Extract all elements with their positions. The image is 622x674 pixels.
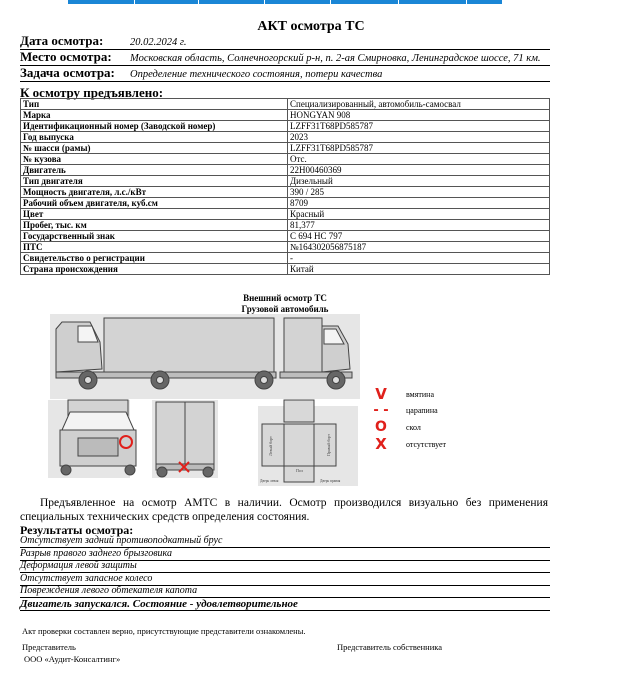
top-tab-bar	[68, 0, 502, 4]
vehicle-field-value: Красный	[288, 209, 550, 220]
vehicle-field-label: Идентификационный номер (Заводской номер)	[21, 121, 288, 132]
vehicle-field-value: Специализированный, автомобиль-самосвал	[288, 99, 550, 110]
vehicle-field-value: 390 / 285	[288, 187, 550, 198]
cargo-body-unfolded	[258, 400, 358, 486]
scratch-icon: - -	[373, 403, 389, 418]
inspection-place-row	[20, 50, 550, 66]
vehicle-field-value: Дизельный	[288, 176, 550, 187]
result-line: Разрыв правого заднего брызговика	[20, 548, 550, 561]
vehicle-table-row	[21, 242, 550, 253]
vehicle-field-value: LZFF31T68PD585787	[288, 121, 550, 132]
statement-text: Акт проверки составлен верно, присутствующие представители ознакомлены.	[22, 626, 306, 636]
vehicle-field-label: Тип	[21, 99, 288, 110]
vehicle-field-label: Рабочий объем двигателя, куб.см	[21, 198, 288, 209]
vehicle-table-row	[21, 132, 550, 143]
vehicle-field-value: LZFF31T68PD585787	[288, 143, 550, 154]
vehicle-field-value: Отс.	[288, 154, 550, 165]
inspection-subheading: Грузовой автомобиль	[241, 304, 329, 314]
result-line: Отсутствует задний противоподкатный брус	[20, 535, 550, 548]
floor-label: Пол	[296, 468, 303, 473]
results-heading: Результаты осмотра:	[20, 523, 134, 537]
right-door-label: Дверь правая	[320, 479, 341, 483]
missing-icon: X	[375, 435, 387, 453]
vehicle-field-value: 22H00460369	[288, 165, 550, 176]
vehicle-table-row	[21, 220, 550, 231]
vehicle-field-value: 2023	[288, 132, 550, 143]
vehicle-table-row	[21, 154, 550, 165]
vehicle-field-label: Тип двигателя	[21, 176, 288, 187]
vehicle-table-row	[21, 209, 550, 220]
presented-heading: К осмотру предъявлено:	[20, 85, 164, 100]
date-label: Дата осмотра:	[20, 33, 104, 48]
truck-side-view	[50, 314, 360, 399]
vehicle-field-value: Китай	[288, 264, 550, 275]
vehicle-field-label: № шасси (рамы)	[21, 143, 288, 154]
inspection-date-row	[20, 34, 550, 50]
vehicle-field-label: Цвет	[21, 209, 288, 220]
right-side-label: Правый борт	[326, 433, 331, 456]
legend-missing-label: отсутствует	[406, 440, 447, 449]
inspection-paragraph: Предъявленное на осмотр АМТС в наличии. Осмотр производился визуально без применения специальных технических средств определения состояния.	[20, 497, 548, 523]
vehicle-table-row	[21, 187, 550, 198]
legend-chip-label: скол	[406, 423, 421, 432]
inspection-title	[0, 293, 570, 315]
truck-rear-view	[152, 400, 218, 478]
place-value: Московская область, Солнечногорский р-н, п. 2-ая Смирновка, Ленинградское шоссе, 71 км.	[130, 53, 541, 64]
vehicle-field-value: №164302056875187	[288, 242, 550, 253]
vehicle-field-label: Мощность двигателя, л.с./кВт	[21, 187, 288, 198]
result-line: Повреждения левого обтекателя капота	[20, 585, 550, 598]
vehicle-field-label: Год выпуска	[21, 132, 288, 143]
legend-dent-label: вмятина	[406, 390, 434, 399]
vehicle-field-label: Государственный знак	[21, 231, 288, 242]
dent-icon: V	[375, 385, 387, 403]
vehicle-table-row	[21, 198, 550, 209]
task-label: Задача осмотра:	[20, 65, 115, 80]
vehicle-field-value: -	[288, 253, 550, 264]
representative-left: Представитель	[22, 642, 76, 652]
representative-right: Представитель собственника	[337, 642, 443, 652]
vehicle-field-label: Двигатель	[21, 165, 288, 176]
result-line: Отсутствует запасное колесо	[20, 573, 550, 586]
vehicle-table-row	[21, 110, 550, 121]
vehicle-field-label: Пробег, тыс. км	[21, 220, 288, 231]
vehicle-table-row	[21, 99, 550, 110]
left-side-label: Левый борт	[268, 436, 273, 456]
vehicle-field-label: Свидетельство о регистрации	[21, 253, 288, 264]
date-value: 20.02.2024 г.	[130, 37, 187, 48]
inspection-task-row	[20, 66, 550, 82]
vehicle-field-label: ПТС	[21, 242, 288, 253]
vehicle-table-row	[21, 264, 550, 275]
vehicle-table	[20, 98, 550, 275]
vehicle-table-row	[21, 143, 550, 154]
result-line: Двигатель запускался. Состояние - удовлетворительное	[20, 598, 550, 611]
place-label: Место осмотра:	[20, 49, 112, 64]
vehicle-field-value: С 694 НС 797	[288, 231, 550, 242]
vehicle-field-value: 81,377	[288, 220, 550, 231]
truck-diagram	[48, 314, 360, 490]
inspection-heading: Внешний осмотр ТС	[243, 293, 327, 303]
truck-front-view	[48, 400, 136, 478]
vehicle-table-row	[21, 253, 550, 264]
legend-scratch-label: царапина	[406, 406, 438, 415]
vehicle-field-value: 8709	[288, 198, 550, 209]
representative-left-org: ООО «Аудит-Консалтинг»	[24, 654, 121, 664]
vehicle-field-label: Страна происхождения	[21, 264, 288, 275]
task-value: Определение технического состояния, потери качества	[130, 69, 383, 80]
document-title: АКТ осмотра ТС	[257, 19, 365, 34]
vehicle-table-row	[21, 121, 550, 132]
vehicle-field-value: HONGYAN 908	[288, 110, 550, 121]
chip-icon: O	[375, 419, 387, 435]
result-line: Деформация левой защиты	[20, 560, 550, 573]
vehicle-field-label: № кузова	[21, 154, 288, 165]
vehicle-field-label: Марка	[21, 110, 288, 121]
vehicle-table-row	[21, 176, 550, 187]
left-door-label: Дверь левая	[260, 479, 279, 483]
vehicle-table-row	[21, 165, 550, 176]
vehicle-table-row	[21, 231, 550, 242]
